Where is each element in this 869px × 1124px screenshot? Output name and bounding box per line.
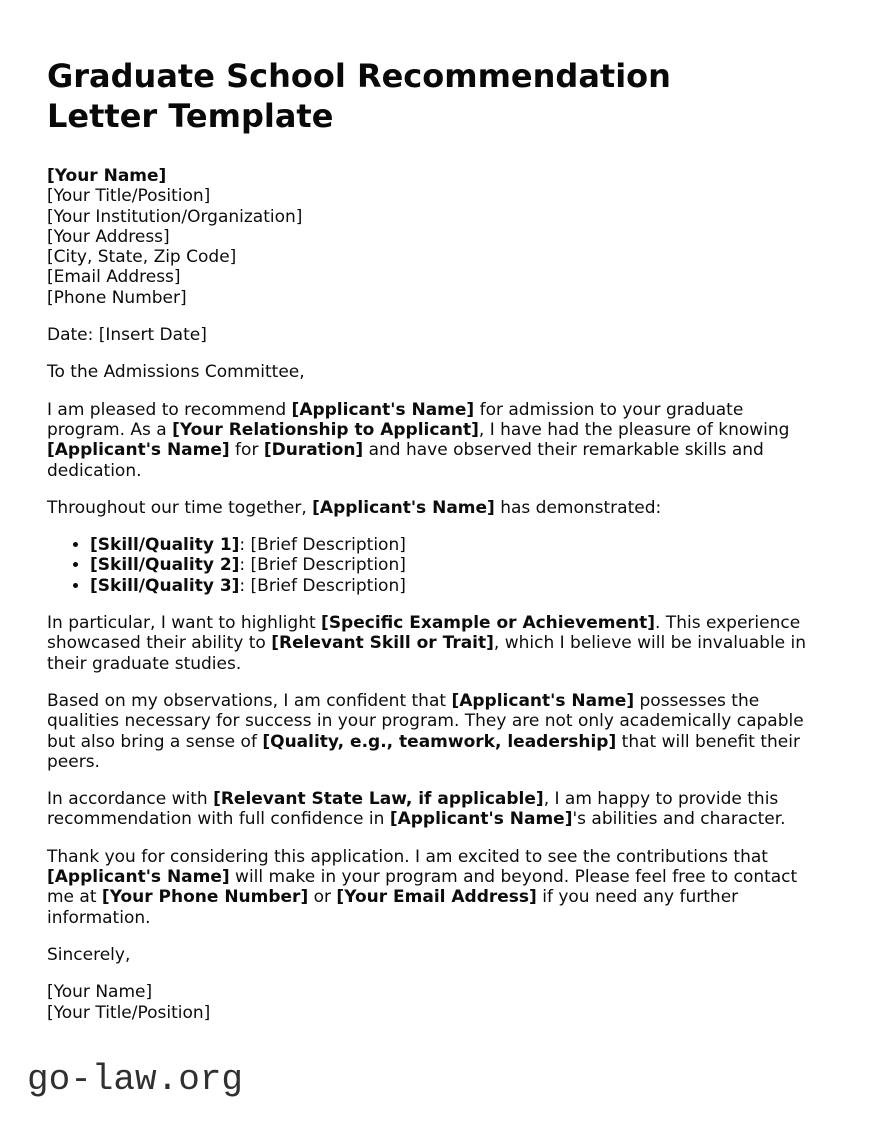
page-title: Graduate School Recommendation Letter Template [47, 57, 671, 135]
signature-block [47, 982, 822, 1023]
closing: Sincerely, [47, 944, 131, 965]
signature-title: [Your Title/Position] [47, 1002, 211, 1023]
sender-city-state-zip: [City, State, Zip Code] [47, 247, 237, 268]
sender-institution: [Your Institution/Organization] [47, 206, 303, 227]
sender-title: [Your Title/Position] [47, 186, 211, 207]
sender-name: [Your Name] [47, 166, 167, 186]
paragraph-recommend: I am pleased to recommend [Applicant's Name] for admission to your graduate program. As a [Your Relationship to Applicant], I have had the pleasure of knowing [Applicant's Name] for [Duration] and have observed their remarkable skills and dedication. [47, 399, 790, 481]
sender-address: [Your Address] [47, 226, 170, 247]
list-item-skill-3: • [Skill/Quality 3]: [Brief Description] [90, 576, 812, 596]
salutation: To the Admissions Committee, [47, 362, 305, 383]
paragraph-state-law: In accordance with [Relevant State Law, if applicable], I am happy to provide this recommendation with full confidence in [Applicant's Name]'s abilities and character. [47, 789, 786, 830]
list-item-skill-1: • [Skill/Quality 1]: [Brief Description] [90, 535, 812, 555]
list-item-skill-2: • [Skill/Quality 2]: [Brief Description] [90, 555, 812, 575]
sender-block [47, 166, 822, 308]
skills-list [47, 535, 812, 596]
paragraph-highlight: In particular, I want to highlight [Specific Example or Achievement]. This experience showcased their ability to [Relevant Skill or Trait], which I believe will be invaluable in their graduate studies. [47, 613, 807, 674]
sender-email: [Email Address] [47, 267, 181, 288]
date-line: Date: [Insert Date] [47, 325, 207, 346]
paragraph-demonstrated: Throughout our time together, [Applicant's Name] has demonstrated: [47, 497, 662, 518]
paragraph-confident: Based on my observations, I am confident that [Applicant's Name] possesses the qualities necessary for success in your program. They are not only academically capable but also bring a sense of [Quality, e.g., teamwork, leadership] that will benefit their peers. [47, 690, 804, 772]
paragraph-thanks: Thank you for considering this application. I am excited to see the contributions that [Applicant's Name] will make in your program and beyond. Please feel free to contact me at [Your Phone Number] or [Your Email Address] if you need any further information. [47, 846, 798, 928]
site-wordmark: go-law.org [27, 1058, 244, 1100]
sender-phone: [Phone Number] [47, 287, 187, 308]
signature-name: [Your Name] [47, 982, 153, 1003]
